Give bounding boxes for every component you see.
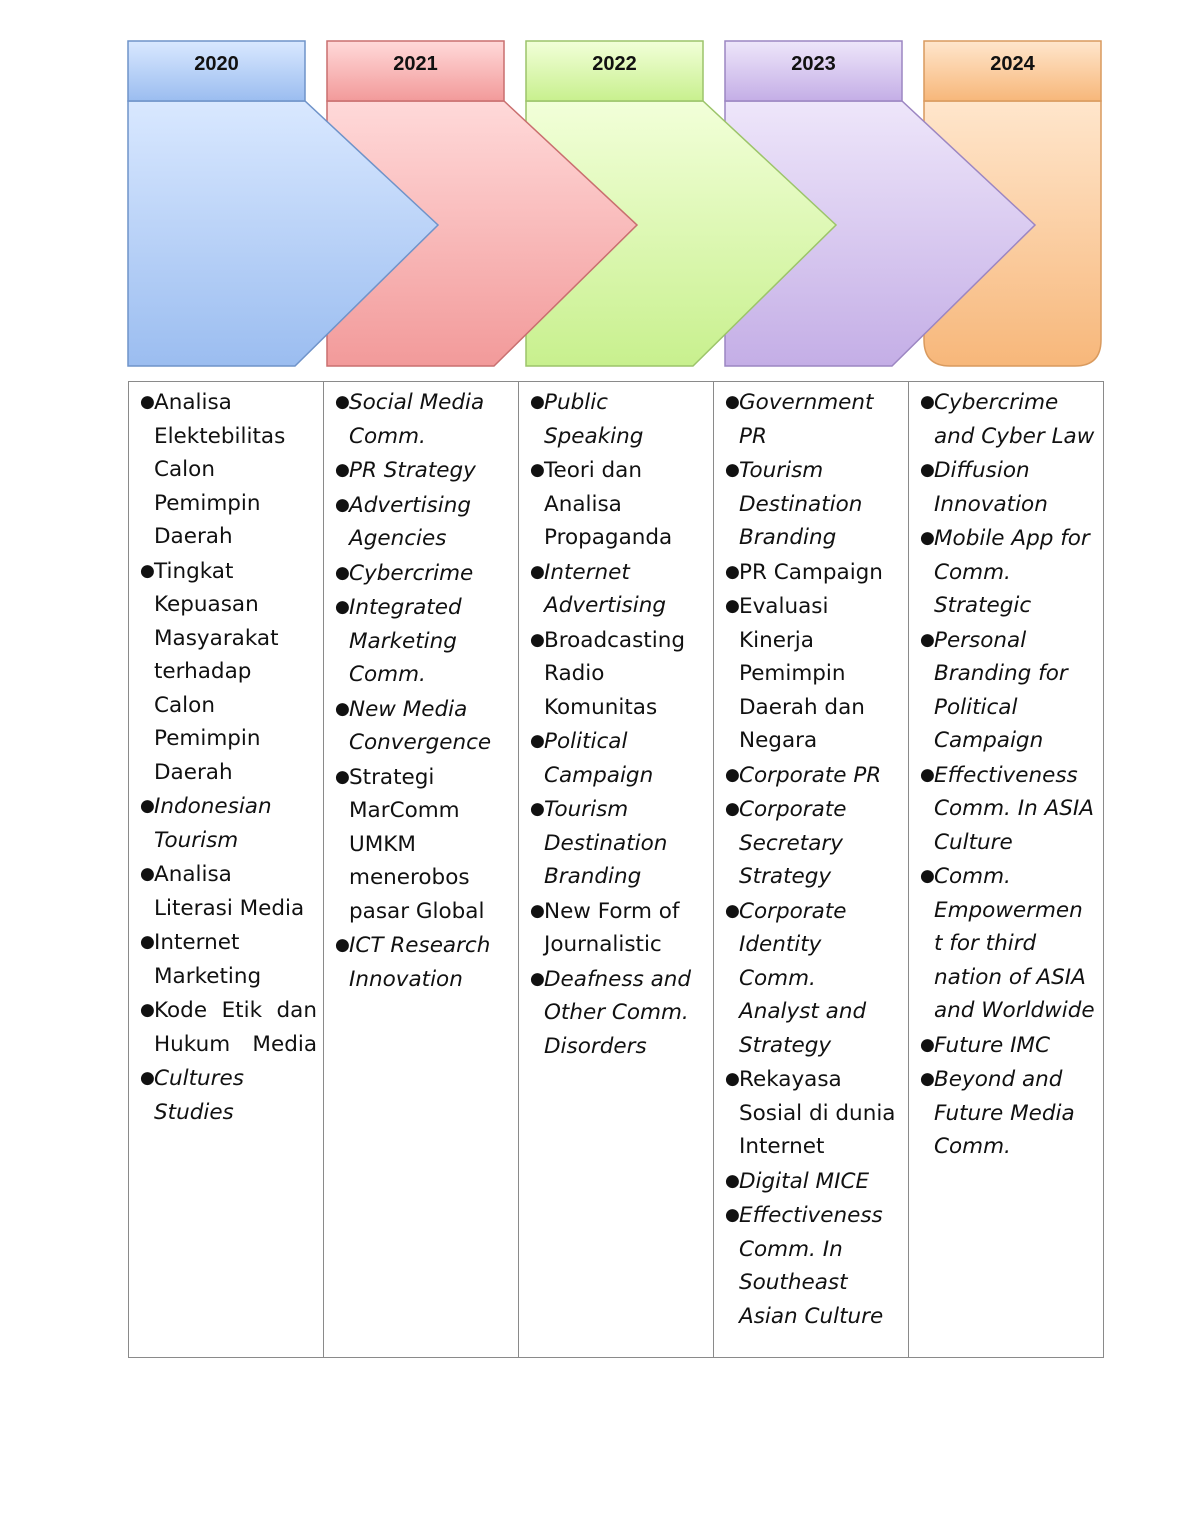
bullet-icon: ● — [335, 597, 350, 617]
topic-text: Strategi MarComm UMKM menerobos pasar Global — [349, 764, 485, 924]
bullet-icon: ● — [920, 1069, 935, 1089]
bullet-icon: ● — [140, 560, 155, 581]
bullet-icon: ● — [920, 629, 935, 650]
topic-text: Comm. Empowermen t for third nation of ASIA and Worldwide — [934, 864, 1095, 1023]
bullet-icon: ● — [920, 528, 935, 548]
topics-row — [129, 382, 1104, 1358]
year-label-2023: 2023 — [791, 53, 836, 75]
bullet-icon: ● — [530, 460, 545, 480]
bullet-icon: ● — [140, 392, 155, 412]
bullet-icon: ● — [920, 866, 935, 886]
topic-text: Cybercrime and Cyber Law — [934, 390, 1095, 449]
topic-text: Tingkat Kepuasan Masyarakat terhadap Calon Pemimpin Daerah — [154, 558, 279, 785]
topic-text: Corporate PR — [739, 762, 882, 788]
bullet-icon: ● — [725, 900, 740, 921]
topic-text: New Form of Journalistic — [544, 898, 680, 957]
bullet-icon: ● — [140, 864, 155, 884]
topic-text: Tourism Destination Branding — [739, 458, 863, 550]
topic-item — [140, 926, 317, 993]
topic-text: Cybercrime — [349, 560, 474, 586]
topic-item — [920, 386, 1097, 453]
topic-item — [725, 793, 902, 894]
topic-item — [920, 1063, 1097, 1164]
topic-text: Social Media Comm. — [349, 390, 485, 449]
topic-item — [725, 759, 902, 793]
bullet-icon: ● — [725, 392, 740, 412]
topic-item — [530, 386, 707, 453]
bullet-icon: ● — [725, 460, 740, 480]
topic-item — [725, 454, 902, 555]
bullet-icon: ● — [725, 799, 740, 819]
topic-item — [530, 725, 707, 792]
topic-list — [530, 386, 707, 1063]
bullet-icon: ● — [725, 1170, 740, 1191]
topic-item — [140, 858, 317, 925]
topic-text: Effectiveness Comm. In ASIA Culture — [934, 762, 1094, 855]
bullet-icon: ● — [530, 629, 545, 650]
topic-item — [335, 489, 512, 556]
topic-text: ICT Research Innovation — [349, 933, 491, 992]
year-label-2024: 2024 — [990, 53, 1035, 75]
bullet-icon: ● — [530, 968, 545, 989]
topic-text: Broadcasting Radio Komunitas — [544, 627, 685, 720]
topics-column-2021 — [324, 382, 519, 1358]
topic-item — [140, 1062, 317, 1129]
topic-item — [530, 963, 707, 1064]
year-label-2022: 2022 — [592, 53, 637, 75]
topic-item — [920, 759, 1097, 860]
topic-text: Teori dan Analisa Propaganda — [544, 458, 673, 550]
topic-item — [140, 386, 317, 554]
topic-list — [725, 386, 902, 1333]
bullet-icon: ● — [725, 561, 740, 582]
year-label-2021: 2021 — [393, 53, 438, 75]
topic-item — [335, 761, 512, 929]
bullet-icon: ● — [920, 392, 935, 412]
bullet-icon: ● — [530, 900, 545, 921]
bullet-icon: ● — [335, 460, 350, 480]
topic-item — [335, 557, 512, 591]
topic-item — [140, 555, 317, 790]
bullet-icon: ● — [140, 796, 155, 816]
bullet-icon: ● — [920, 764, 935, 785]
topics-column-2020 — [129, 382, 324, 1358]
topic-text: Cultures Studies — [154, 1066, 244, 1125]
topic-item — [335, 386, 512, 453]
topic-text: Digital MICE — [739, 1168, 870, 1194]
topic-item — [530, 624, 707, 725]
topic-list — [920, 386, 1097, 1164]
topic-text: Diffusion Innovation — [934, 458, 1048, 517]
bullet-icon: ● — [335, 698, 350, 719]
bullet-icon: ● — [335, 494, 350, 515]
topic-text: Analisa Literasi Media — [154, 862, 305, 921]
topic-text: Mobile App for Comm. Strategic — [934, 526, 1090, 618]
bullet-icon: ● — [725, 1205, 740, 1225]
topic-text: Corporate Secretary Strategy — [739, 797, 847, 889]
topic-item — [530, 895, 707, 962]
topic-item — [140, 994, 317, 1061]
topic-item — [725, 1199, 902, 1333]
topic-text: Analisa Elektebilitas Calon Pemimpin Daerah — [154, 390, 286, 549]
topic-item — [725, 1165, 902, 1199]
topic-text: Deafness and Other Comm. Disorders — [544, 966, 692, 1059]
bullet-icon: ● — [920, 460, 935, 480]
topic-text: Advertising Agencies — [349, 492, 471, 551]
bullet-icon: ● — [530, 799, 545, 819]
topic-item — [920, 454, 1097, 521]
timeline-chevrons — [0, 0, 1187, 380]
topic-item — [725, 590, 902, 758]
topic-item — [920, 1029, 1097, 1063]
topic-text: Personal Branding for Political Campaign — [934, 627, 1068, 753]
bullet-icon: ● — [530, 392, 545, 412]
topics-column-2024 — [909, 382, 1104, 1358]
topic-text: Public Speaking — [544, 390, 644, 449]
bullet-icon: ● — [725, 764, 740, 785]
topic-text: Kode Etik dan Hukum Media — [154, 998, 317, 1057]
topic-text: Rekayasa Sosial di dunia Internet — [739, 1067, 896, 1159]
topic-text: PR Campaign — [739, 559, 883, 585]
topic-item — [530, 556, 707, 623]
bullet-icon: ● — [530, 561, 545, 582]
topic-text: Integrated Marketing Comm. — [349, 595, 462, 687]
bullet-icon: ● — [725, 1069, 740, 1089]
topic-text: Beyond and Future Media Comm. — [934, 1067, 1075, 1159]
topic-text: Future IMC — [934, 1032, 1050, 1058]
bullet-icon: ● — [140, 932, 155, 952]
topic-item — [335, 693, 512, 760]
topic-text: Indonesian Tourism — [154, 794, 272, 853]
topic-item — [335, 591, 512, 692]
topic-item — [335, 929, 512, 996]
topic-item — [920, 624, 1097, 758]
topic-text: Government PR — [739, 390, 874, 449]
topics-column-2022 — [519, 382, 714, 1358]
topic-text: Effectiveness Comm. In Southeast Asian Culture — [739, 1203, 884, 1329]
topic-text: Corporate Identity Comm. Analyst and Strategy — [739, 898, 867, 1058]
topic-text: Political Campaign — [544, 729, 654, 788]
topic-item — [725, 556, 902, 590]
topic-item — [140, 790, 317, 857]
bullet-icon: ● — [335, 562, 350, 583]
bullet-icon: ● — [335, 766, 350, 787]
bullet-icon: ● — [725, 596, 740, 616]
topic-text: Tourism Destination Branding — [544, 797, 668, 889]
bullet-icon: ● — [530, 731, 545, 751]
topic-text: Internet Marketing — [154, 930, 262, 989]
topic-item — [725, 895, 902, 1063]
topic-item — [725, 1063, 902, 1164]
topic-text: Internet Advertising — [544, 559, 666, 618]
topic-text: Evaluasi Kinerja Pemimpin Daerah dan Negara — [739, 594, 865, 753]
topic-text: New Media Convergence — [349, 696, 492, 755]
bullet-icon: ● — [920, 1034, 935, 1055]
topic-text: PR Strategy — [349, 458, 476, 483]
topic-list — [140, 386, 317, 1129]
topic-item — [725, 386, 902, 453]
bullet-icon: ● — [140, 1068, 155, 1088]
topics-table — [128, 381, 1104, 1358]
topics-column-2023 — [714, 382, 909, 1358]
year-label-2020: 2020 — [194, 53, 239, 75]
topic-item — [530, 454, 707, 555]
bullet-icon: ● — [335, 392, 350, 412]
topic-item — [530, 793, 707, 894]
bullet-icon: ● — [140, 1000, 155, 1020]
topic-item — [335, 454, 512, 488]
bullet-icon: ● — [335, 935, 350, 955]
topic-item — [920, 522, 1097, 623]
topic-list — [335, 386, 512, 996]
topic-item — [920, 860, 1097, 1028]
